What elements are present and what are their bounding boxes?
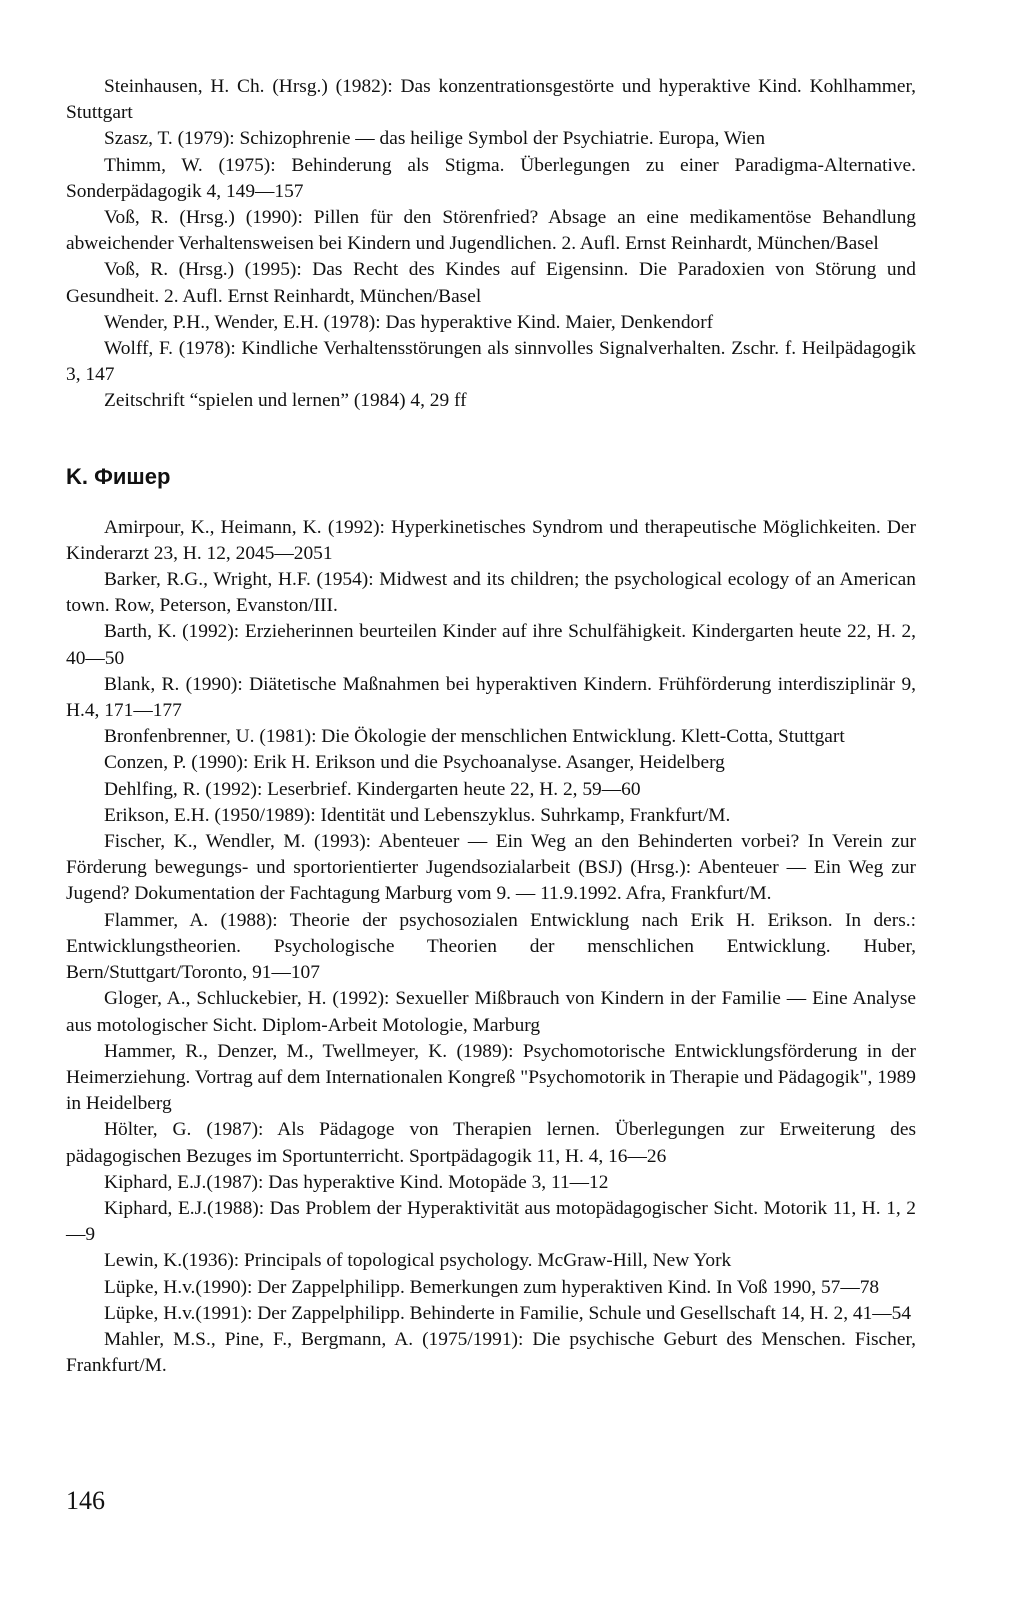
reference-entry: Zeitschrift “spielen und lernen” (1984) 4, 29 ff bbox=[104, 390, 467, 412]
reference-entry: Kiphard, E.J.(1988): Das Problem der Hyperaktivität aus motopädagogischer Sicht. Motorik 11, H. 1, 2—9 bbox=[66, 1197, 916, 1246]
page-number: 146 bbox=[66, 1486, 105, 1515]
reference-list-steinhausen-zeitschrift bbox=[66, 74, 916, 415]
reference-entry: Barker, R.G., Wright, H.F. (1954): Midwest and its children; the psychological ecology of an American town. Row, Peterson, Evanston/III. bbox=[66, 569, 916, 617]
reference-entry: Fischer, K., Wendler, M. (1993): Abenteuer — Ein Weg an den Behinderten vorbei? In Verein zur Förderung bewegungs- und sportorientierter Jugendsozialarbeit (BSJ) (Hrsg.): Abenteuer — Ein Weg zur Jugend? Dokumentation der Fachtagung Marburg vom 9. — 11.9.1992. Afra, Frankfurt/M. bbox=[66, 831, 916, 905]
reference-entry: Steinhausen, H. Ch. (Hrsg.) (1982): Das konzentrationsgestörte und hyperaktive Kind. Kohlhammer, Stuttgart bbox=[66, 76, 916, 124]
book-page bbox=[66, 74, 916, 1379]
reference-entry: Hölter, G. (1987): Als Pädagoge von Therapien lernen. Überlegungen zur Erweiterung des pädagogischen Bezuges im Sportunterricht. Sportpädagogik 11, H. 4, 16—26 bbox=[66, 1119, 916, 1167]
reference-entry: Gloger, A., Schluckebier, H. (1992): Sexueller Mißbrauch von Kindern in der Familie — Eine Analyse aus motologischer Sicht. Diplom-Arbeit Motologie, Marburg bbox=[66, 988, 916, 1036]
reference-entry: Wender, P.H., Wender, E.H. (1978): Das hyperaktive Kind. Maier, Denkendorf bbox=[104, 311, 714, 333]
reference-entry: Amirpour, K., Heimann, K. (1992): Hyperkinetisches Syndrom und therapeutische Möglichkeiten. Der Kinderarzt 23, H. 12, 2045—2051 bbox=[66, 516, 916, 564]
reference-entry: Hammer, R., Denzer, M., Twellmeyer, K. (1989): Psychomotorische Entwicklungsförderung in der Heimerziehung. Vortrag auf dem Internationalen Kongreß "Psychomotorik in Therapie und Pädagogik", 1989 in Heidelberg bbox=[66, 1040, 916, 1115]
reference-entry: Bronfenbrenner, U. (1981): Die Ökologie der menschlichen Entwicklung. Klett-Cotta, Stuttgart bbox=[104, 726, 845, 748]
reference-entry: Barth, K. (1992): Erzieherinnen beurteilen Kinder auf ihre Schulfähigkeit. Kindergarten heute 22, H. 2, 40—50 bbox=[66, 621, 916, 669]
reference-entry: Voß, R. (Hrsg.) (1990): Pillen für den Störenfried? Absage an eine medikamentöse Behandlung abweichender Verhaltensweisen bei Kindern und Jugendlichen. 2. Aufl. Ernst Reinhardt, München/Basel bbox=[66, 207, 916, 255]
reference-entry: Lüpke, H.v.(1991): Der Zappelphilipp. Behinderte in Familie, Schule und Gesellschaft 14, H. 2, 41—54 bbox=[104, 1302, 912, 1324]
reference-list-fischer bbox=[66, 515, 916, 1380]
reference-entry: Thimm, W. (1975): Behinderung als Stigma. Überlegungen zu einer Paradigma-Alternative. Sonderpädagogik 4, 149—157 bbox=[66, 154, 916, 202]
reference-entry: Lüpke, H.v.(1990): Der Zappelphilipp. Bemerkungen zum hyperaktiven Kind. In Voß 1990, 57—78 bbox=[104, 1276, 880, 1298]
reference-entry: Erikson, E.H. (1950/1989): Identität und Lebenszyklus. Suhrkamp, Frankfurt/M. bbox=[104, 804, 731, 826]
reference-entry: Szasz, T. (1979): Schizophrenie — das heilige Symbol der Psychiatrie. Europa, Wien bbox=[104, 128, 766, 150]
reference-entry: Voß, R. (Hrsg.) (1995): Das Recht des Kindes auf Eigensinn. Die Paradoxien von Störung und Gesundheit. 2. Aufl. Ernst Reinhardt, München/Basel bbox=[66, 259, 916, 307]
reference-entry: Kiphard, E.J.(1987): Das hyperaktive Kind. Motopäde 3, 11—12 bbox=[104, 1171, 609, 1193]
reference-entry: Dehlfing, R. (1992): Leserbrief. Kindergarten heute 22, H. 2, 59—60 bbox=[104, 778, 641, 800]
reference-entry: Conzen, P. (1990): Erik H. Erikson und die Psychoanalyse. Asanger, Heidelberg bbox=[104, 752, 725, 774]
reference-entry: Flammer, A. (1988): Theorie der psychosozialen Entwicklung nach Erik H. Erikson. In ders.: Entwicklungstheorien. Psychologische Theorien der menschlichen Entwicklung. Huber, Bern/Stuttgart/Toronto, 91—107 bbox=[66, 909, 916, 984]
reference-entry: Mahler, M.S., Pine, F., Bergmann, A. (1975/1991): Die psychische Geburt des Menschen. Fischer, Frankfurt/M. bbox=[66, 1328, 916, 1377]
reference-entry: Lewin, K.(1936): Principals of topological psychology. McGraw-Hill, New York bbox=[104, 1250, 732, 1272]
reference-entry: Blank, R. (1990): Diätetische Maßnahmen bei hyperaktiven Kindern. Frühförderung interdisziplinär 9, H.4, 171—177 bbox=[66, 673, 916, 722]
reference-entry: Wolff, F. (1978): Kindliche Verhaltensstörungen als sinnvolles Signalverhalten. Zschr. f. Heilpädagogik 3, 147 bbox=[66, 338, 916, 386]
section-heading: K. Фишер bbox=[66, 463, 171, 489]
